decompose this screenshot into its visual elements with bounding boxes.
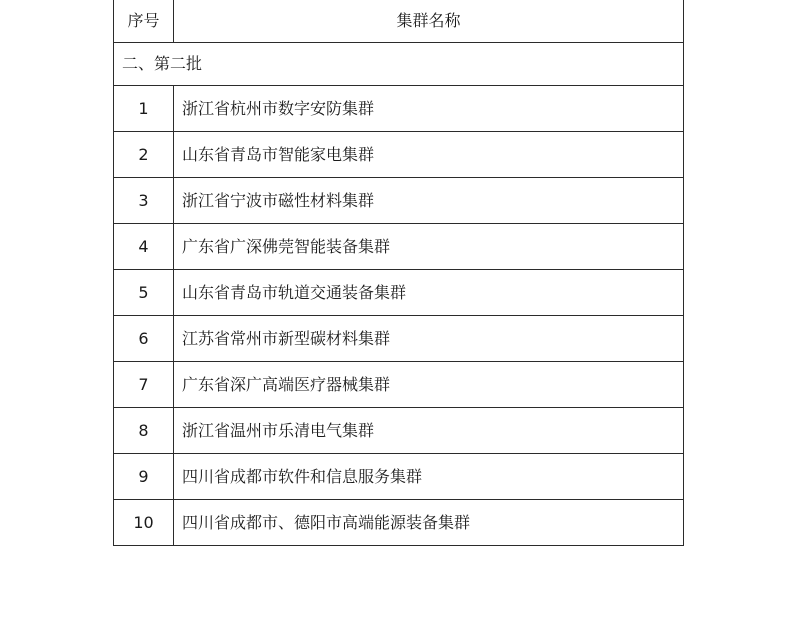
row-number: 3 bbox=[114, 178, 174, 224]
table-row bbox=[114, 316, 684, 362]
row-number: 10 bbox=[114, 500, 174, 546]
cluster-name: 山东省青岛市轨道交通装备集群 bbox=[174, 270, 684, 316]
section-title: 二、第二批 bbox=[114, 43, 684, 86]
table-row bbox=[114, 132, 684, 178]
table-row bbox=[114, 178, 684, 224]
row-number: 5 bbox=[114, 270, 174, 316]
table-row bbox=[114, 500, 684, 546]
cluster-name: 山东省青岛市智能家电集群 bbox=[174, 132, 684, 178]
cluster-name: 广东省广深佛莞智能装备集群 bbox=[174, 224, 684, 270]
header-serial-number: 序号 bbox=[114, 0, 174, 43]
header-cluster-name: 集群名称 bbox=[174, 0, 684, 43]
table-row bbox=[114, 86, 684, 132]
cluster-name: 浙江省杭州市数字安防集群 bbox=[174, 86, 684, 132]
table-row bbox=[114, 454, 684, 500]
table-header-row bbox=[114, 0, 684, 43]
row-number: 4 bbox=[114, 224, 174, 270]
section-row bbox=[114, 43, 684, 86]
cluster-name: 广东省深广高端医疗器械集群 bbox=[174, 362, 684, 408]
row-number: 7 bbox=[114, 362, 174, 408]
table-row bbox=[114, 270, 684, 316]
row-number: 1 bbox=[114, 86, 174, 132]
row-number: 2 bbox=[114, 132, 174, 178]
row-number: 6 bbox=[114, 316, 174, 362]
table-row bbox=[114, 362, 684, 408]
cluster-name: 四川省成都市软件和信息服务集群 bbox=[174, 454, 684, 500]
table-row bbox=[114, 224, 684, 270]
cluster-name: 浙江省宁波市磁性材料集群 bbox=[174, 178, 684, 224]
cluster-name: 江苏省常州市新型碳材料集群 bbox=[174, 316, 684, 362]
table-row bbox=[114, 408, 684, 454]
row-number: 9 bbox=[114, 454, 174, 500]
row-number: 8 bbox=[114, 408, 174, 454]
cluster-name: 四川省成都市、德阳市高端能源装备集群 bbox=[174, 500, 684, 546]
cluster-name: 浙江省温州市乐清电气集群 bbox=[174, 408, 684, 454]
cluster-table bbox=[113, 0, 684, 546]
